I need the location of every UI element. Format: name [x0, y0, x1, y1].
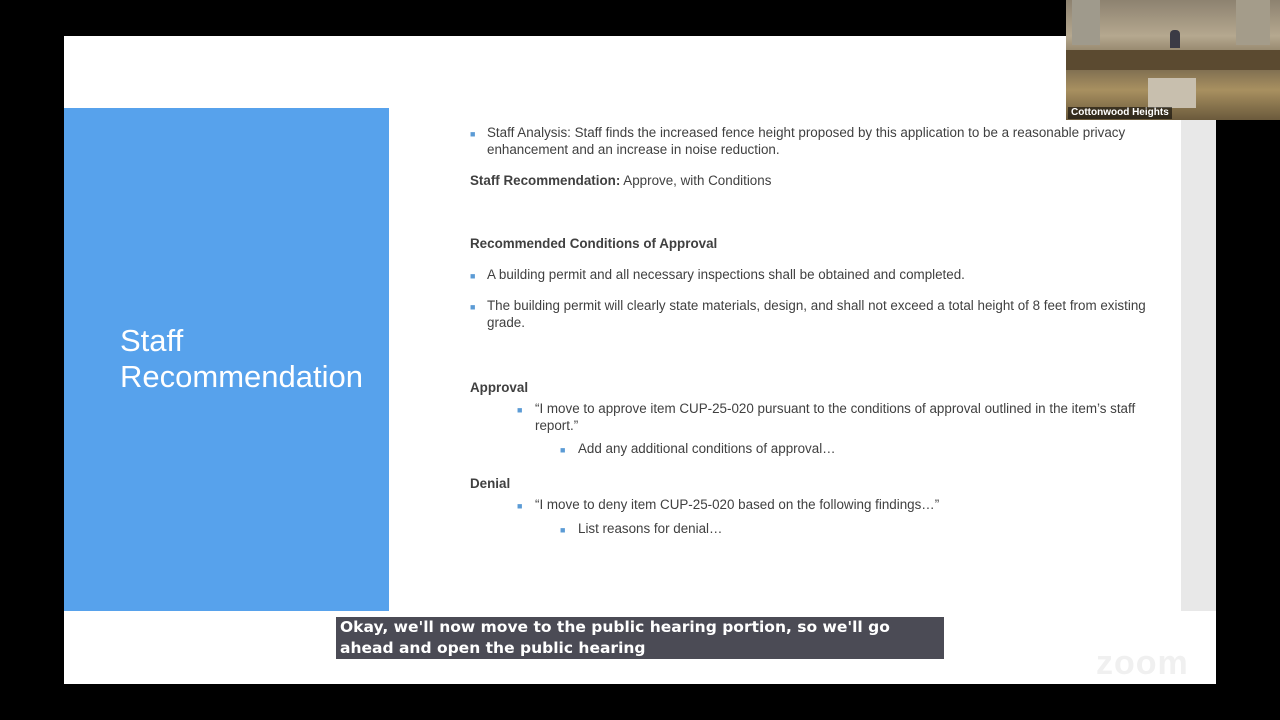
recommendation-label: Staff Recommendation: [470, 173, 621, 188]
condition-item [470, 266, 1167, 283]
slide [64, 36, 1216, 684]
approval-sub-item [560, 440, 1168, 457]
bullet-icon: ■ [560, 445, 566, 455]
bullet-icon: ■ [470, 129, 476, 139]
condition-text: The building permit will clearly state materials, design, and shall not exceed a total height of 8 feet from existing grade. [487, 298, 1146, 330]
denial-sub-text: List reasons for denial… [578, 521, 723, 536]
video-wall-panel [1236, 0, 1270, 45]
bullet-icon: ■ [560, 525, 566, 535]
slide-title: Staff Recommendation [120, 323, 363, 394]
conditions-heading: Recommended Conditions of Approval [470, 236, 718, 251]
approval-motion-text: “I move to approve item CUP-25-020 pursuant to the conditions of approval outlined in the item’s staff report.” [535, 401, 1136, 433]
condition-item [470, 297, 1167, 331]
zoom-logo: zoom [1096, 644, 1189, 682]
bullet-icon: ■ [470, 302, 476, 312]
video-dais [1066, 50, 1280, 70]
recommendation-value: Approve, with Conditions [623, 173, 772, 188]
condition-text: A building permit and all necessary inspections shall be obtained and completed. [487, 267, 965, 282]
denial-motion [517, 496, 1168, 513]
slide-side-strip [1181, 108, 1216, 611]
bullet-icon: ■ [517, 501, 523, 511]
live-caption: Okay, we'll now move to the public hearing portion, so we'll go ahead and open the public hearing [336, 617, 944, 659]
video-podium [1148, 78, 1196, 108]
video-wall-panel [1072, 0, 1100, 45]
approval-heading: Approval [470, 380, 529, 395]
recommendation-line [470, 172, 1150, 189]
analysis-text: Staff Analysis: Staff finds the increased fence height proposed by this application to be a reasonable privacy enhancement and an increase in noise reduction. [487, 125, 1126, 157]
denial-motion-text: “I move to deny item CUP-25-020 based on the following findings…” [535, 497, 940, 512]
video-person [1170, 30, 1180, 48]
title-panel [64, 108, 389, 611]
approval-sub-text: Add any additional conditions of approval… [578, 441, 836, 456]
bullet-icon: ■ [517, 405, 523, 415]
approval-motion [517, 400, 1168, 434]
participant-name-label: Cottonwood Heights [1068, 107, 1172, 119]
participant-video-tile[interactable] [1066, 0, 1280, 120]
bullet-icon: ■ [470, 271, 476, 281]
analysis-bullet [470, 124, 1167, 158]
denial-sub-item [560, 520, 1168, 537]
denial-heading: Denial [470, 476, 511, 491]
